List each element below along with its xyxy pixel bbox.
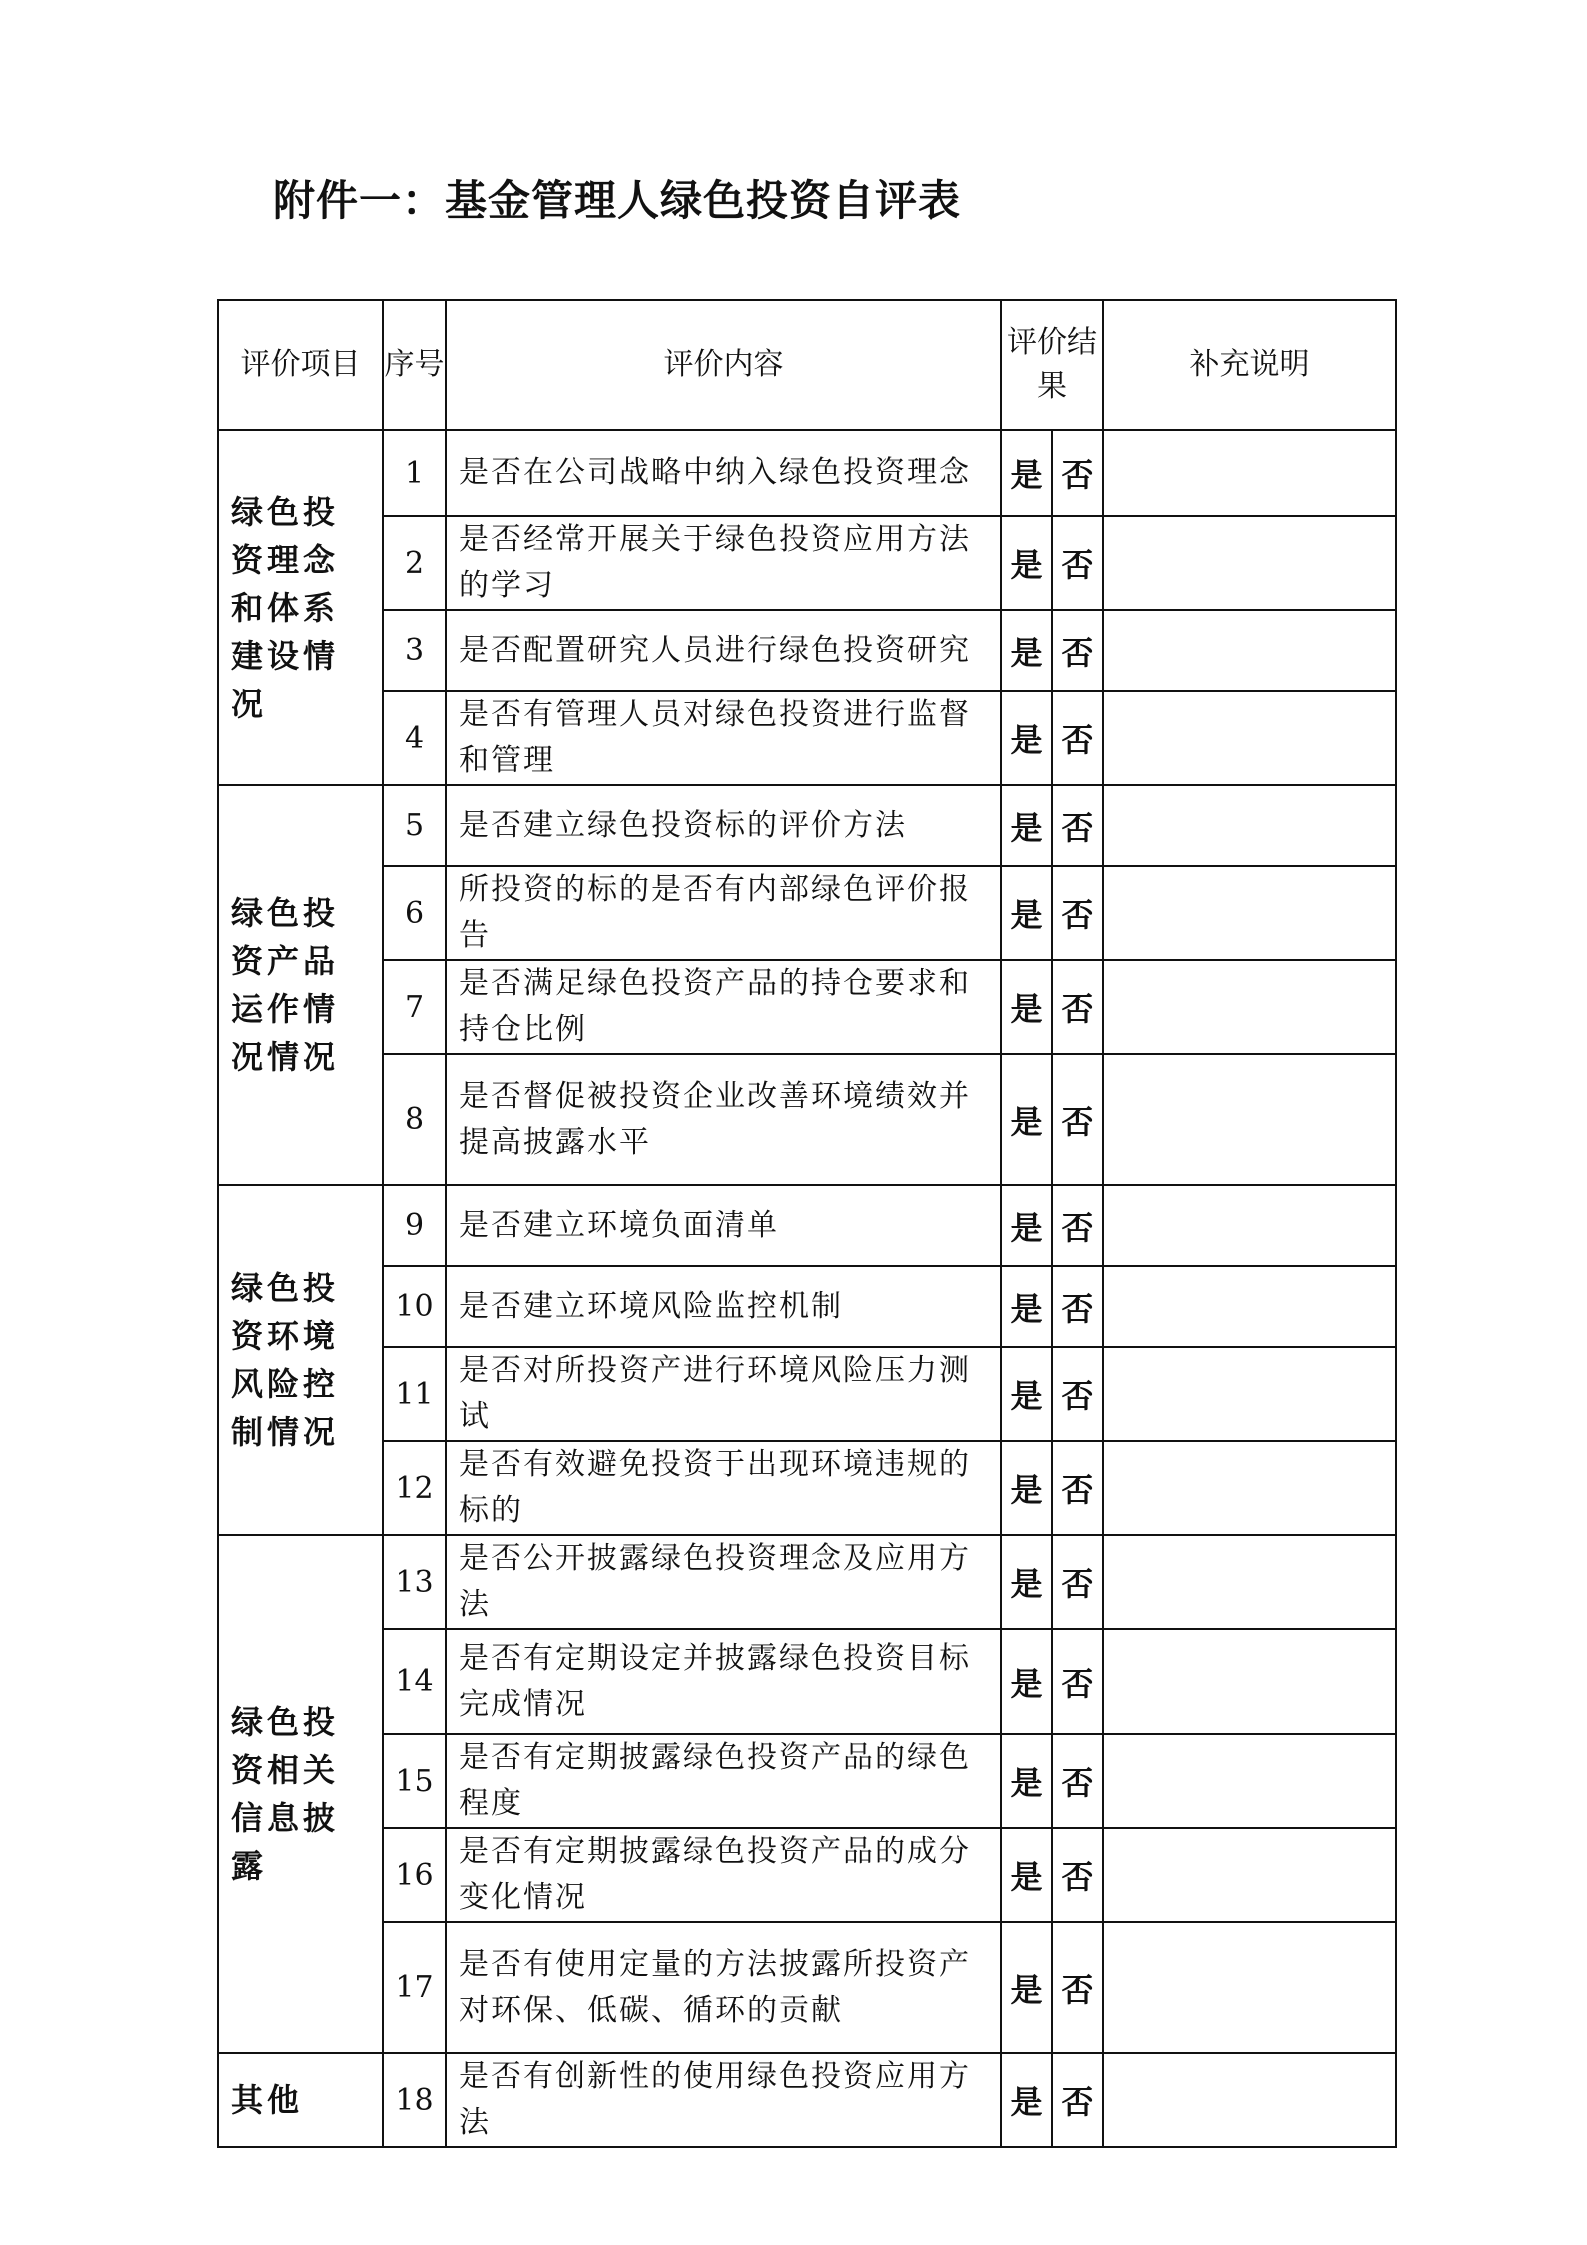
content-cell: 是否对所投资产进行环境风险压力测试 (446, 1347, 1001, 1441)
table-row (218, 1629, 1396, 1734)
no-option[interactable]: 否 (1052, 785, 1103, 866)
header-note: 补充说明 (1103, 300, 1396, 430)
content-cell: 是否配置研究人员进行绿色投资研究 (446, 610, 1001, 691)
no-option[interactable]: 否 (1052, 430, 1103, 516)
yes-option[interactable]: 是 (1001, 1185, 1052, 1266)
index-cell: 5 (383, 785, 446, 866)
content-cell: 是否有定期披露绿色投资产品的绿色程度 (446, 1734, 1001, 1828)
table-row (218, 1347, 1396, 1441)
table-row (218, 785, 1396, 866)
index-cell: 11 (383, 1347, 446, 1441)
index-cell: 10 (383, 1266, 446, 1347)
table-row (218, 430, 1396, 516)
note-cell[interactable] (1103, 691, 1396, 785)
no-option[interactable]: 否 (1052, 1629, 1103, 1734)
index-cell: 15 (383, 1734, 446, 1828)
no-option[interactable]: 否 (1052, 610, 1103, 691)
content-cell: 是否有创新性的使用绿色投资应用方法 (446, 2053, 1001, 2147)
header-row (218, 300, 1396, 430)
content-cell: 是否督促被投资企业改善环境绩效并提高披露水平 (446, 1054, 1001, 1185)
yes-option[interactable]: 是 (1001, 960, 1052, 1054)
content-cell: 是否有定期披露绿色投资产品的成分变化情况 (446, 1828, 1001, 1922)
no-option[interactable]: 否 (1052, 866, 1103, 960)
table-row (218, 516, 1396, 610)
no-option[interactable]: 否 (1052, 1347, 1103, 1441)
header-index: 序号 (383, 300, 446, 430)
table-row (218, 2053, 1396, 2147)
index-cell: 3 (383, 610, 446, 691)
no-option[interactable]: 否 (1052, 1828, 1103, 1922)
table-row (218, 1828, 1396, 1922)
yes-option[interactable]: 是 (1001, 2053, 1052, 2147)
yes-option[interactable]: 是 (1001, 1054, 1052, 1185)
header-content: 评价内容 (446, 300, 1001, 430)
self-evaluation-table (217, 299, 1397, 2148)
note-cell[interactable] (1103, 516, 1396, 610)
yes-option[interactable]: 是 (1001, 1441, 1052, 1535)
content-cell: 是否在公司战略中纳入绿色投资理念 (446, 430, 1001, 516)
index-cell: 14 (383, 1629, 446, 1734)
content-cell: 所投资的标的是否有内部绿色评价报告 (446, 866, 1001, 960)
table-row (218, 1266, 1396, 1347)
table-row (218, 1441, 1396, 1535)
no-option[interactable]: 否 (1052, 1054, 1103, 1185)
note-cell[interactable] (1103, 1734, 1396, 1828)
category-cell: 绿色投资理念和体系建设情况 (218, 430, 383, 785)
yes-option[interactable]: 是 (1001, 1734, 1052, 1828)
yes-option[interactable]: 是 (1001, 1629, 1052, 1734)
index-cell: 1 (383, 430, 446, 516)
yes-option[interactable]: 是 (1001, 1347, 1052, 1441)
content-cell: 是否有使用定量的方法披露所投资产对环保、低碳、循环的贡献 (446, 1922, 1001, 2053)
no-option[interactable]: 否 (1052, 2053, 1103, 2147)
yes-option[interactable]: 是 (1001, 1922, 1052, 2053)
content-cell: 是否建立环境风险监控机制 (446, 1266, 1001, 1347)
note-cell[interactable] (1103, 1629, 1396, 1734)
no-option[interactable]: 否 (1052, 1535, 1103, 1629)
category-cell: 绿色投资产品运作情况情况 (218, 785, 383, 1185)
yes-option[interactable]: 是 (1001, 516, 1052, 610)
index-cell: 9 (383, 1185, 446, 1266)
index-cell: 8 (383, 1054, 446, 1185)
note-cell[interactable] (1103, 1535, 1396, 1629)
note-cell[interactable] (1103, 1266, 1396, 1347)
no-option[interactable]: 否 (1052, 516, 1103, 610)
table-body (218, 430, 1396, 2147)
index-cell: 4 (383, 691, 446, 785)
note-cell[interactable] (1103, 1922, 1396, 2053)
yes-option[interactable]: 是 (1001, 1266, 1052, 1347)
index-cell: 17 (383, 1922, 446, 2053)
yes-option[interactable]: 是 (1001, 691, 1052, 785)
content-cell: 是否满足绿色投资产品的持仓要求和持仓比例 (446, 960, 1001, 1054)
table-row (218, 610, 1396, 691)
note-cell[interactable] (1103, 610, 1396, 691)
no-option[interactable]: 否 (1052, 1734, 1103, 1828)
content-cell: 是否建立环境负面清单 (446, 1185, 1001, 1266)
note-cell[interactable] (1103, 866, 1396, 960)
yes-option[interactable]: 是 (1001, 785, 1052, 866)
category-cell: 绿色投资环境风险控制情况 (218, 1185, 383, 1535)
note-cell[interactable] (1103, 1054, 1396, 1185)
table-row (218, 1054, 1396, 1185)
table-row (218, 866, 1396, 960)
category-cell: 其他 (218, 2053, 383, 2147)
no-option[interactable]: 否 (1052, 1266, 1103, 1347)
index-cell: 16 (383, 1828, 446, 1922)
index-cell: 2 (383, 516, 446, 610)
note-cell[interactable] (1103, 1441, 1396, 1535)
index-cell: 13 (383, 1535, 446, 1629)
no-option[interactable]: 否 (1052, 960, 1103, 1054)
note-cell[interactable] (1103, 2053, 1396, 2147)
note-cell[interactable] (1103, 960, 1396, 1054)
table-row (218, 1185, 1396, 1266)
index-cell: 12 (383, 1441, 446, 1535)
content-cell: 是否经常开展关于绿色投资应用方法的学习 (446, 516, 1001, 610)
content-cell: 是否有定期设定并披露绿色投资目标完成情况 (446, 1629, 1001, 1734)
no-option[interactable]: 否 (1052, 1922, 1103, 2053)
table-row (218, 1922, 1396, 2053)
note-cell[interactable] (1103, 1828, 1396, 1922)
note-cell[interactable] (1103, 785, 1396, 866)
content-cell: 是否有管理人员对绿色投资进行监督和管理 (446, 691, 1001, 785)
category-cell: 绿色投资相关信息披露 (218, 1535, 383, 2053)
no-option[interactable]: 否 (1052, 1185, 1103, 1266)
table-row (218, 960, 1396, 1054)
index-cell: 7 (383, 960, 446, 1054)
no-option[interactable]: 否 (1052, 1441, 1103, 1535)
index-cell: 6 (383, 866, 446, 960)
yes-option[interactable]: 是 (1001, 610, 1052, 691)
no-option[interactable]: 否 (1052, 691, 1103, 785)
yes-option[interactable]: 是 (1001, 430, 1052, 516)
index-cell: 18 (383, 2053, 446, 2147)
table-row (218, 1535, 1396, 1629)
note-cell[interactable] (1103, 1185, 1396, 1266)
yes-option[interactable]: 是 (1001, 866, 1052, 960)
yes-option[interactable]: 是 (1001, 1828, 1052, 1922)
note-cell[interactable] (1103, 430, 1396, 516)
content-cell: 是否有效避免投资于出现环境违规的标的 (446, 1441, 1001, 1535)
note-cell[interactable] (1103, 1347, 1396, 1441)
header-category: 评价项目 (218, 300, 383, 430)
yes-option[interactable]: 是 (1001, 1535, 1052, 1629)
table-row (218, 1734, 1396, 1828)
content-cell: 是否公开披露绿色投资理念及应用方法 (446, 1535, 1001, 1629)
content-cell: 是否建立绿色投资标的评价方法 (446, 785, 1001, 866)
header-result: 评价结果 (1001, 300, 1103, 430)
page-title: 附件一：基金管理人绿色投资自评表 (273, 176, 962, 225)
table-row (218, 691, 1396, 785)
